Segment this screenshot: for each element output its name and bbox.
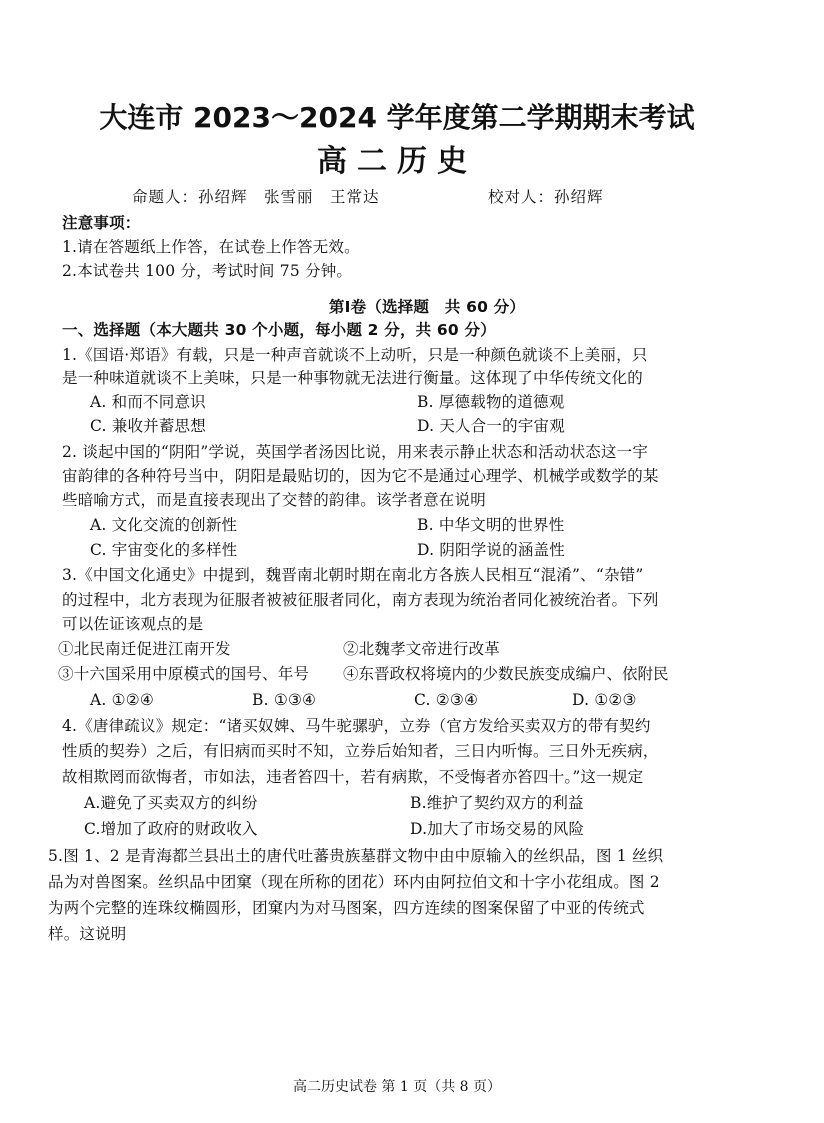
question-stem: 性质的契券）之后，有旧病而买时不知，立券后始知者，三日内听悔。三日外无疾病， (62, 742, 659, 760)
question-stem: 宙韵律的各种符号当中，阴阳是最贴切的，因为它不是通过心理学、机械学或数学的某 (62, 467, 659, 485)
section-title: 一、选择题（本大题共 30 个小题，每小题 2 分，共 60 分） (62, 321, 496, 339)
statement-item: ②北魏孝文帝进行改革 (343, 640, 501, 658)
option-c: C. 宇宙变化的多样性 (90, 541, 238, 559)
question-stem: 3.《中国文化通史》中提到，魏晋南北朝时期在南北方各族人民相互“混淆”、“杂错” (62, 566, 644, 584)
question-stem: 的过程中，北方表现为征服者被被征服者同化，南方表现为统治者同化被统治者。下列 (62, 591, 659, 609)
option-b: B. 中华文明的世界性 (417, 516, 565, 534)
author-line: 命题人：孙绍辉 张雪丽 王常达 (132, 188, 380, 206)
statement-item: ③十六国采用中原模式的国号、年号 (58, 665, 310, 683)
option-c: C. 兼收并蓄思想 (90, 417, 206, 435)
statement-item: ④东晋政权将境内的少数民族变成编户、依附民 (343, 665, 669, 683)
exam-title: 大连市 2023～2024 学年度第二学期期末考试 (99, 101, 695, 134)
notice-item: 1.请在答题纸上作答，在试卷上作答无效。 (62, 238, 360, 256)
part-title: 第Ⅰ卷（选择题 共 60 分） (328, 298, 526, 316)
option-c: C. ②③④ (414, 691, 479, 709)
option-c: C.增加了政府的财政收入 (84, 820, 258, 838)
notice-heading: 注意事项： (62, 214, 141, 232)
question-stem: 2. 谈起中国的“阴阳”学说，英国学者汤因比说，用来表示静止状态和活动状态这一宇 (62, 443, 649, 461)
question-stem: 样。这说明 (48, 925, 127, 943)
page-footer: 高二历史试卷 第 1 页（共 8 页） (292, 1079, 502, 1095)
question-stem: 些暗喻方式，而是直接表现出了交替的韵律。该学者意在说明 (62, 491, 486, 509)
option-a: A. 和而不同意识 (90, 393, 206, 411)
question-stem: 5.图 1、2 是青海都兰县出土的唐代吐蕃贵族墓群文物中由中原输入的丝织品，图 1 丝织 (48, 847, 664, 865)
question-stem: 可以佐证该观点的是 (62, 615, 204, 633)
question-stem: 是一种味道就谈不上美味，只是一种事物就无法进行衡量。这体现了中华传统文化的 (62, 369, 643, 387)
option-b: B. ①③④ (252, 691, 317, 709)
option-a: A. 文化交流的创新性 (90, 516, 238, 534)
notice-item: 2.本试卷共 100 分，考试时间 75 分钟。 (62, 262, 353, 280)
option-b: B.维护了契约双方的利益 (410, 794, 584, 812)
option-a: A. ①②④ (90, 691, 154, 709)
exam-subtitle-clip (0, 136, 794, 179)
option-d: D. ①②③ (572, 691, 637, 709)
question-stem: 故相欺罔而欲悔者，市如法，违者笞四十，若有病欺，不受悔者亦笞四十。”这一规定 (62, 768, 644, 786)
exam-subtitle: 高二历史 (317, 144, 477, 179)
option-d: D. 天人合一的宇宙观 (417, 417, 565, 435)
option-d: D.加大了市场交易的风险 (410, 820, 585, 838)
option-b: B. 厚德载物的道德观 (417, 393, 565, 411)
statement-item: ①北民南迁促进江南开发 (58, 640, 231, 658)
proofreader-line: 校对人：孙绍辉 (488, 188, 604, 206)
option-a: A.避免了买卖双方的纠纷 (84, 794, 258, 812)
question-stem: 品为对兽图案。丝织品中团窠（现在所称的团花）环内由阿拉伯文和十字小花组成。图 2 (48, 873, 660, 891)
question-stem: 4.《唐律疏议》规定：“诸买奴婢、马牛驼骡驴，立券（官方发给买卖双方的带有契约 (62, 717, 651, 735)
option-d: D. 阴阳学说的涵盖性 (417, 541, 565, 559)
question-stem: 1.《国语·郑语》有载，只是一种声音就谈不上动听，只是一种颜色就谈不上美丽，只 (62, 346, 648, 364)
question-stem: 为两个完整的连珠纹椭圆形，团窠内为对马图案，四方连续的图案保留了中亚的传统式 (48, 899, 645, 917)
